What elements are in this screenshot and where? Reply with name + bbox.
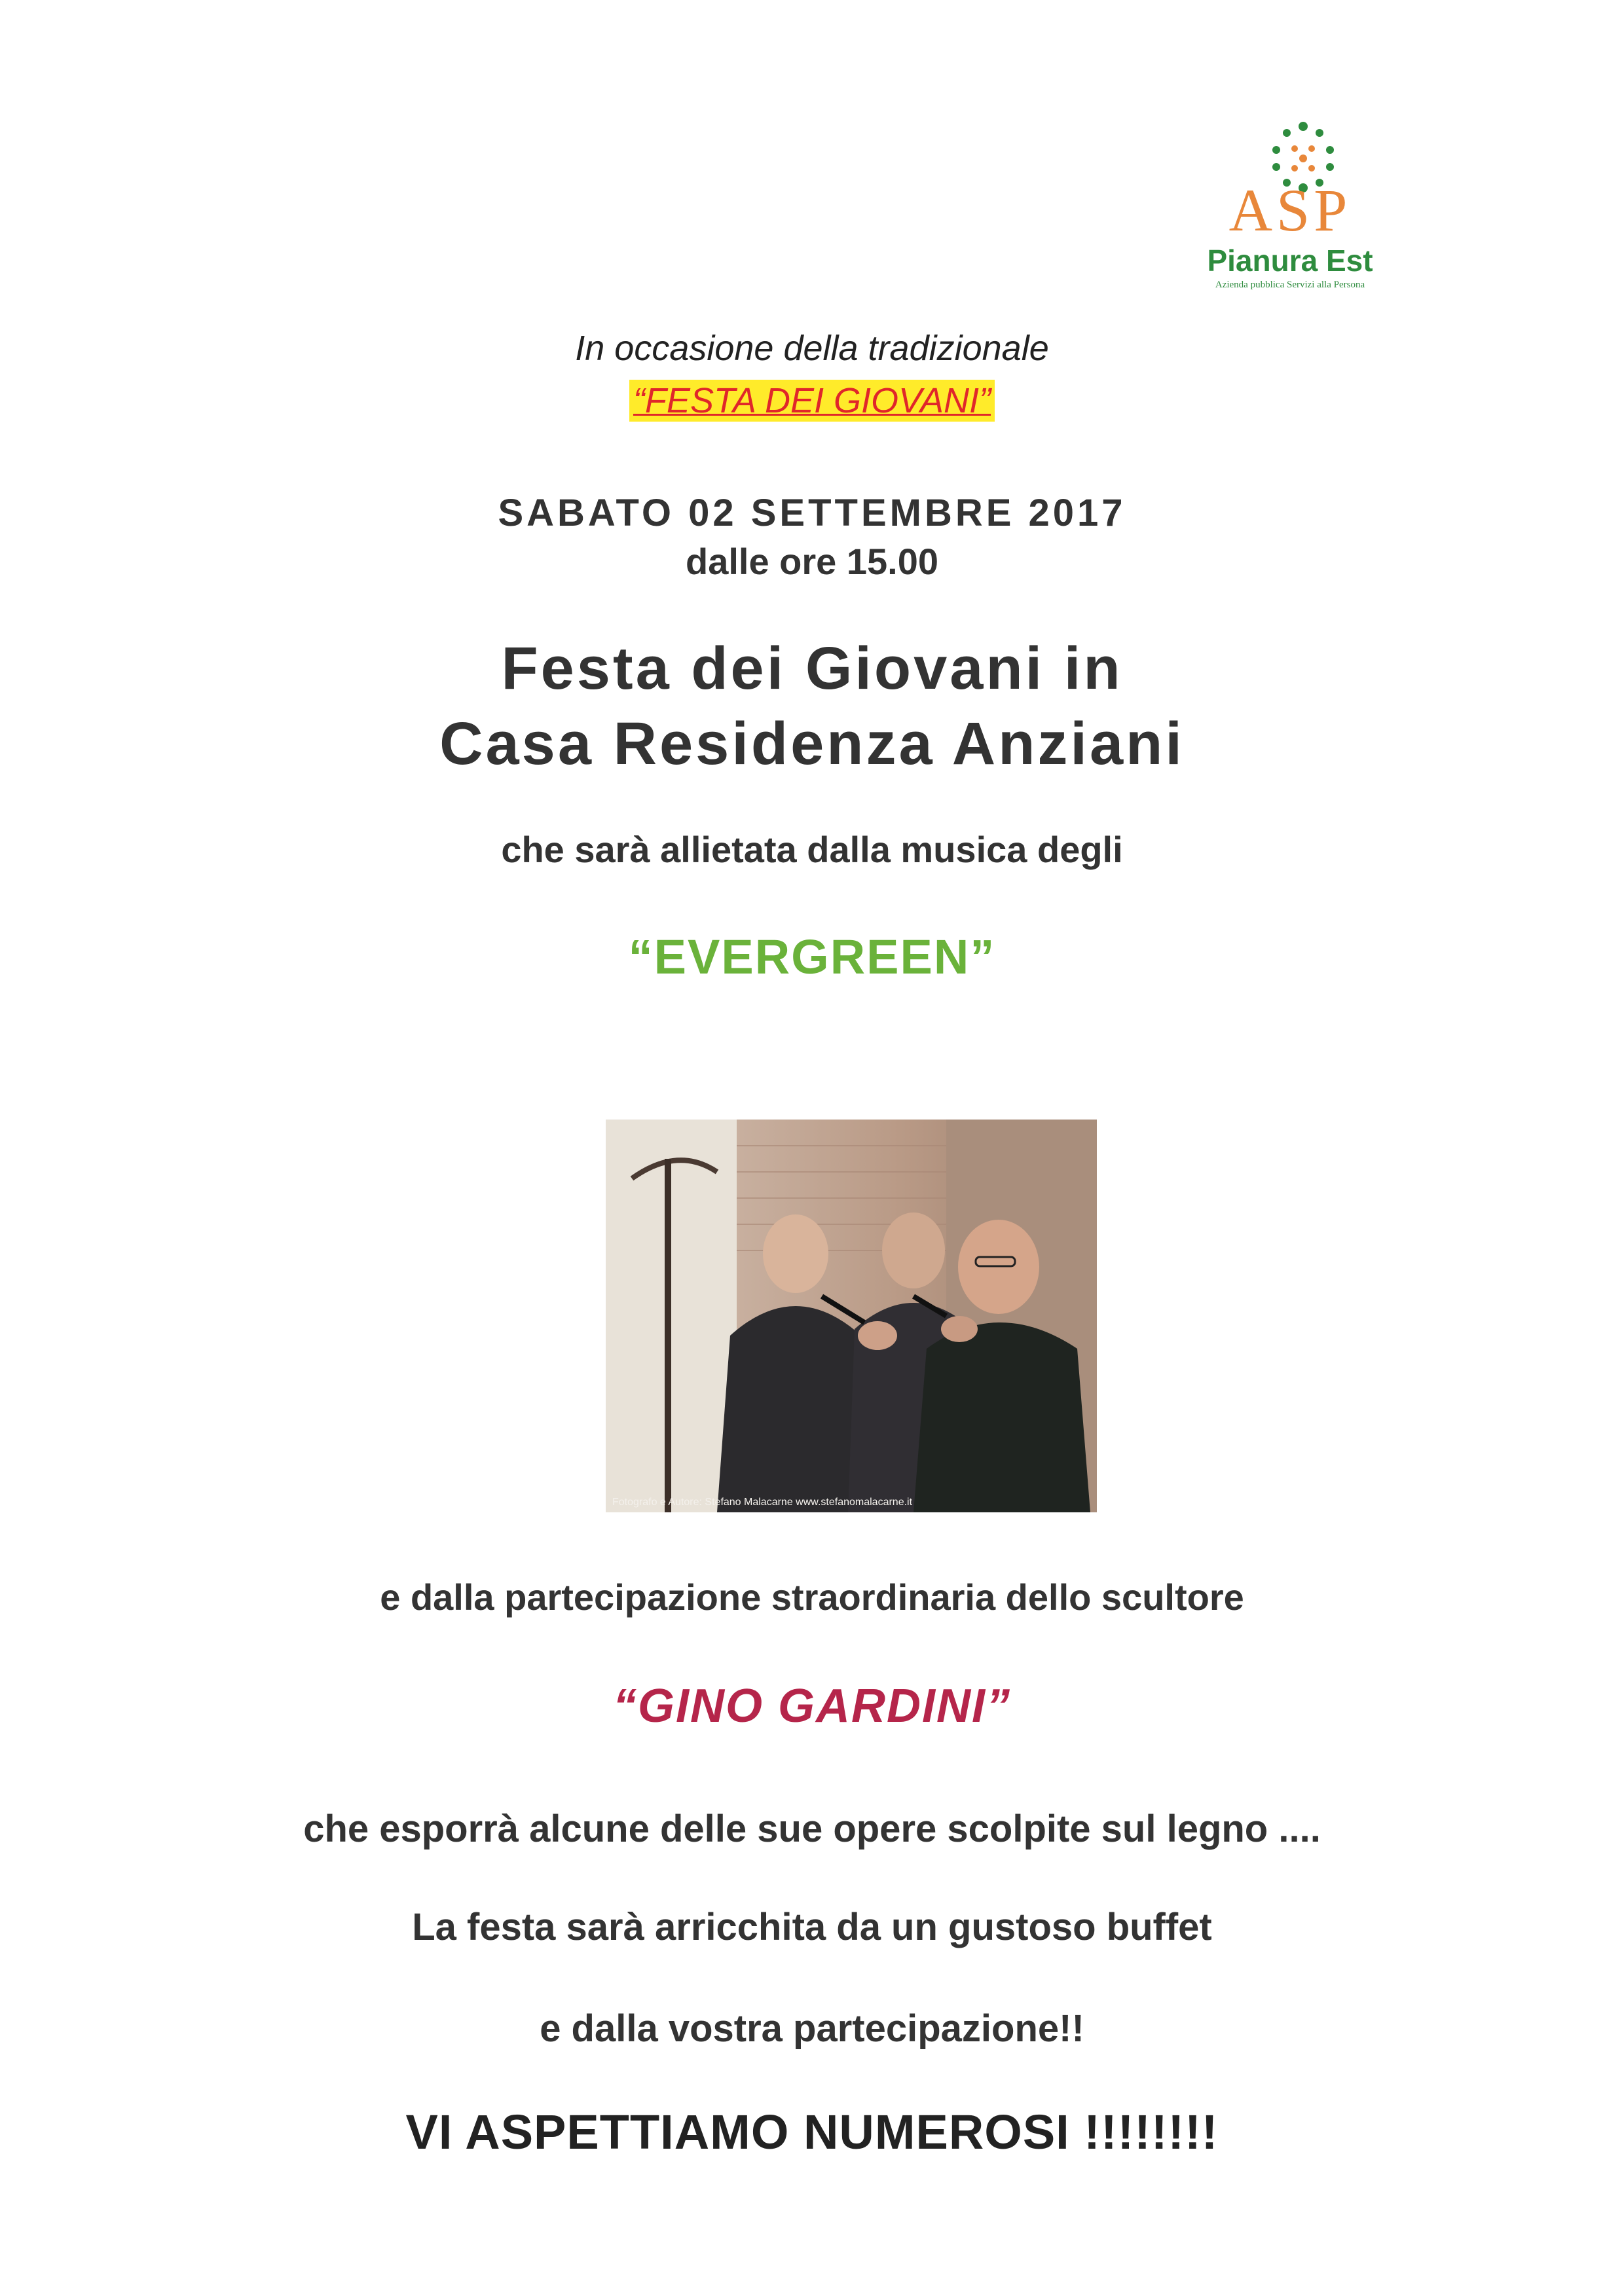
band-photo bbox=[606, 1120, 1097, 1512]
band-photo-image bbox=[606, 1120, 1097, 1512]
photo-credit: Fotografo e Autore: Stefano Malacarne www.stefanomalacarne.it bbox=[612, 1497, 913, 1508]
logo-name: Pianura Est bbox=[1207, 244, 1373, 278]
music-text: che sarà allietata dalla musica degli bbox=[501, 829, 1123, 870]
works-text: che esporrà alcune delle sue opere scolpite sul legno .... bbox=[303, 1808, 1321, 1850]
closing-text: VI ASPETTIAMO NUMEROSI !!!!!!!! bbox=[405, 2105, 1219, 2159]
participation-text: e dalla partecipazione straordinaria dello scultore bbox=[380, 1576, 1244, 1618]
event-highlight-text: “FESTA DEI GIOVANI” bbox=[629, 380, 995, 422]
event-date: SABATO 02 SETTEMBRE 2017 bbox=[498, 492, 1126, 534]
event-time: dalle ore 15.00 bbox=[685, 541, 938, 582]
intro-text: In occasione della tradizionale bbox=[575, 329, 1049, 368]
asp-logo bbox=[1192, 111, 1388, 308]
logo-subtitle: Azienda pubblica Servizi alla Persona bbox=[1215, 280, 1365, 290]
event-highlight bbox=[0, 383, 1624, 418]
buffet-text: La festa sarà arricchita da un gustoso buffet bbox=[412, 1906, 1212, 1948]
event-title-line1: Festa dei Giovani in bbox=[501, 635, 1123, 702]
band-name: “EVERGREEN” bbox=[628, 930, 996, 984]
participation-thanks-text: e dalla vostra partecipazione!! bbox=[540, 2007, 1084, 2050]
sculptor-name: “GINO GARDINI” bbox=[612, 1680, 1011, 1732]
event-title-line2: Casa Residenza Anziani bbox=[439, 710, 1185, 777]
logo-brand: ASP bbox=[1228, 177, 1352, 244]
